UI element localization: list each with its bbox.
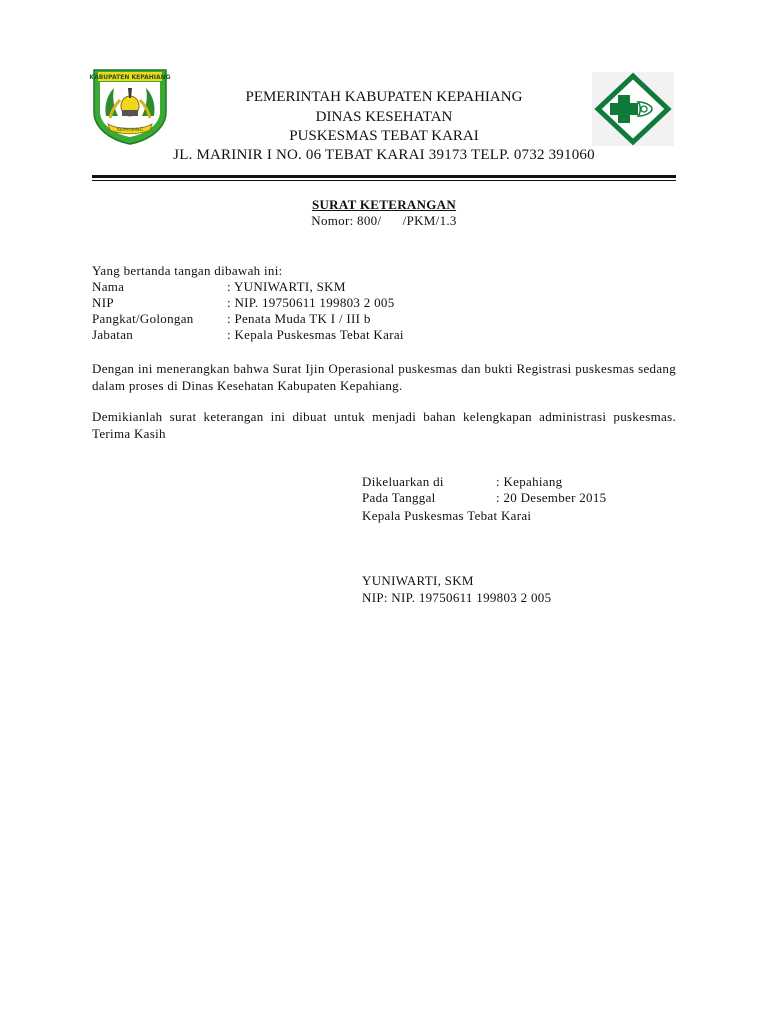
body-paragraph-statement: Dengan ini menerangkan bahwa Surat Ijin Operasional puskesmas dan bukti Registrasi puskesmas sedang dalam proses di Dinas Kesehatan Kabupaten Kepahiang. [92, 361, 676, 393]
signature-value: : 20 Desember 2015 [496, 490, 607, 505]
identity-label: Jabatan [92, 327, 134, 342]
letterhead-address: JL. MARINIR I NO. 06 TEBAT KARAI 39173 TELP. 0732 391060 [173, 147, 595, 163]
identity-value: : Penata Muda TK I / III b [227, 311, 371, 326]
identity-label: Nama [92, 279, 125, 294]
body-paragraph-closing: Demikianlah surat keterangan ini dibuat untuk menjadi bahan kelengkapan administrasi puskesmas. Terima Kasih [92, 409, 676, 441]
signature-label: Pada Tanggal [362, 490, 436, 505]
letterhead-institution: PUSKESMAS TEBAT KARAI [289, 128, 479, 144]
identity-label: Pangkat/Golongan [92, 311, 194, 326]
identity-value: : YUNIWARTI, SKM [227, 279, 346, 294]
letterhead-divider-thin [92, 180, 676, 181]
identity-label: NIP [92, 295, 114, 310]
document-number: Nomor: 800/ /PKM/1.3 [311, 213, 457, 228]
identity-value: : Kepala Puskesmas Tebat Karai [227, 327, 404, 342]
emblem-banner-text: KABUPATEN KEPAHIANG [89, 74, 171, 81]
signatory-position: Kepala Puskesmas Tebat Karai [362, 508, 532, 523]
signatory-name: YUNIWARTI, SKM [362, 573, 474, 588]
letterhead-department: DINAS KESEHATAN [315, 109, 453, 125]
signature-value: : Kepahiang [496, 474, 563, 489]
letterhead-government: PEMERINTAH KABUPATEN KEPAHIANG [245, 89, 523, 105]
intro-text: Yang bertanda tangan dibawah ini: [92, 263, 283, 278]
signature-label: Dikeluarkan di [362, 474, 444, 489]
identity-value: : NIP. 19750611 199803 2 005 [227, 295, 395, 310]
emblem-ribbon-text: KEPAHIANG [117, 128, 143, 133]
document-title: SURAT KETERANGAN [311, 197, 457, 212]
signatory-nip: NIP: NIP. 19750611 199803 2 005 [362, 590, 552, 605]
letterhead-divider-thick [92, 175, 676, 178]
